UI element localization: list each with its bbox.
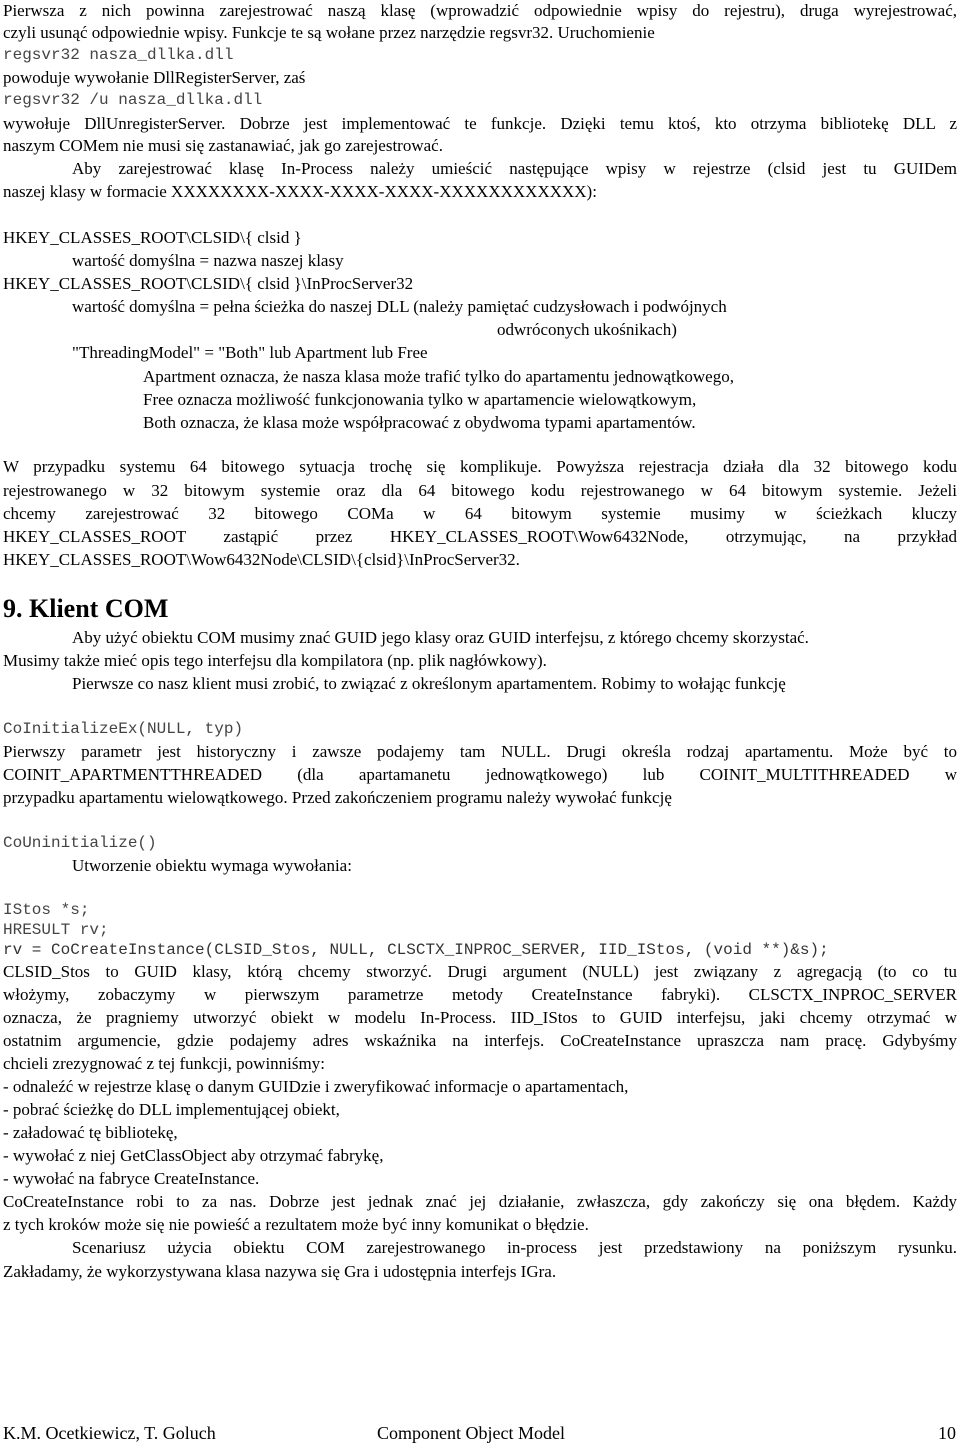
text-line: Pierwsza z nich powinna zarejestrować naszą klasę (wprowadzić odpowiednie wpisy do rejestru), druga wyrejestrować, [3,1,957,20]
registry-value: odwróconych ukośnikach) [497,320,677,339]
registry-key: HKEY_CLASSES_ROOT\CLSID\{ clsid } [3,228,302,247]
code-line: HRESULT rv; [3,921,109,939]
section-heading: 9. Klient COM [3,594,169,623]
text-line: HKEY_CLASSES_ROOT\Wow6432Node\CLSID\{clsid}\InProcServer32. [3,550,520,569]
text-line: naszym COMem nie musi się zastanawiać, jak go zarejestrować. [3,136,443,155]
text-line: CoCreateInstance robi to za nas. Dobrze jest jednak znać jej działanie, zwłaszcza, gdy zakończy się ona błędem. Każdy [3,1192,957,1211]
text-line: ostatnim argumencie, gdzie podajemy adres wskaźnika na interfejs. CoCreateInstance upraszcza nam pracę. Gdybyśmy [3,1031,957,1050]
text-line: powoduje wywołanie DllRegisterServer, zaś [3,68,306,87]
text-line: HKEY_CLASSES_ROOT zastąpić przez HKEY_CLASSES_ROOT\Wow6432Node, otrzymując, na przykład [3,527,957,546]
text-line: włożymy, zobaczymy w pierwszym parametrze metody CreateInstance fabryki). CLSCTX_INPROC_SERVER [3,985,957,1004]
list-item: - odnaleźć w rejestrze klasę o danym GUIDzie i zweryfikować informacje o apartamentach, [3,1077,629,1096]
text-line: chcemy zarejestrować 32 bitowego COMa w 64 bitowym systemie musimy w ścieżkach kluczy [3,504,957,523]
text-line: Aby zarejestrować klasę In-Process należy umieścić następujące wpisy w rejestrze (clsid jest tu GUIDem [72,159,957,178]
registry-value: wartość domyślna = pełna ścieżka do naszej DLL (należy pamiętać cudzysłowach i podwójnych [72,297,727,316]
list-item: - wywołać na fabryce CreateInstance. [3,1169,260,1188]
page-footer [0,1422,960,1444]
text-line: Pierwszy parametr jest historyczny i zawsze podajemy tam NULL. Drugi określa rodzaj apartamentu. Może być to [3,742,957,761]
footer-authors: K.M. Ocetkiewicz, T. Goluch [3,1423,216,1443]
text-line: Aby użyć obiektu COM musimy znać GUID jego klasy oraz GUID interfejsu, z którego chcemy skorzystać. [72,628,809,647]
text-line: oznacza, że pragniemy utworzyć obiekt w modelu In-Process. IID_IStos to GUID interfejsu, jaki chcemy otrzymać w [3,1008,957,1027]
registry-value: "ThreadingModel" = "Both" lub Apartment lub Free [72,343,428,362]
code-line: CoInitializeEx(NULL, typ) [3,720,244,738]
text-line: z tych kroków może się nie powieść a rezultatem może być inny komunikat o błędzie. [3,1215,589,1234]
text-line: Musimy także mieć opis tego interfejsu dla kompilatora (np. plik nagłówkowy). [3,651,547,670]
text-line: COINIT_APARTMENTTHREADED (dla apartamanetu jednowątkowego) lub COINIT_MULTITHREADED w [3,765,957,784]
registry-note: Both oznacza, że klasa może współpracować z obydwoma typami apartamentów. [143,413,696,432]
registry-key: HKEY_CLASSES_ROOT\CLSID\{ clsid }\InProcServer32 [3,274,414,293]
text-line: Zakładamy, że wykorzystywana klasa nazywa się Gra i udostępnia interfejs IGra. [3,1262,557,1281]
text-line: chcieli zrezygnować z tej funkcji, powinniśmy: [3,1054,325,1073]
code-line: regsvr32 nasza_dllka.dll [3,46,234,64]
code-line: regsvr32 /u nasza_dllka.dll [3,91,263,109]
text-line: naszej klasy w formacie XXXXXXXX-XXXX-XXXX-XXXX-XXXXXXXXXXXX): [3,182,597,201]
text-line: Pierwsze co nasz klient musi zrobić, to związać z określonym apartamentem. Robimy to wołając funkcję [72,674,786,693]
text-line: rejestrowanego w 32 bitowym systemie oraz dla 64 bitowego kodu rejestrowanego w 64 bitowym systemie. Jeżeli [3,481,957,500]
list-item: - wywołać z niej GetClassObject aby otrzymać fabrykę, [3,1146,384,1165]
registry-value: wartość domyślna = nazwa naszej klasy [72,251,344,270]
text-line: Utworzenie obiektu wymaga wywołania: [72,856,352,875]
code-line: CoUninitialize() [3,834,157,852]
text-line: CLSID_Stos to GUID klasy, którą chcemy stworzyć. Drugi argument (NULL) jest związany z agregacją (to co tu [3,962,957,981]
text-line: przypadku apartamentu wielowątkowego. Przed zakończeniem programu należy wywołać funkcję [3,788,672,807]
list-item: - załadować tę bibliotekę, [3,1123,178,1142]
text-line: Scenariusz użycia obiektu COM zarejestrowanego in-process jest przedstawiony na poniższym rysunku. [72,1238,957,1257]
code-line: rv = CoCreateInstance(CLSID_Stos, NULL, CLSCTX_INPROC_SERVER, IID_IStos, (void **)&s); [3,941,829,959]
text-line: czyli usunąć odpowiednie wpisy. Funkcje te są wołane przez narzędzie regsvr32. Uruchomienie [3,23,655,42]
list-item: - pobrać ścieżkę do DLL implementującej obiekt, [3,1100,340,1119]
footer-page-number: 10 [938,1423,956,1443]
text-line: W przypadku systemu 64 bitowego sytuacja trochę się komplikuje. Powyższa rejestracja działa dla 32 bitowego kodu [3,457,957,476]
registry-note: Apartment oznacza, że nasza klasa może trafić tylko do apartamentu jednowątkowego, [143,367,734,386]
registry-note: Free oznacza możliwość funkcjonowania tylko w apartamencie wielowątkowym, [143,390,697,409]
text-line: wywołuje DllUnregisterServer. Dobrze jest implementować te funkcje. Dzięki temu ktoś, kto otrzyma bibliotekę DLL z [3,114,957,133]
code-line: IStos *s; [3,901,90,919]
footer-title: Component Object Model [377,1423,565,1443]
